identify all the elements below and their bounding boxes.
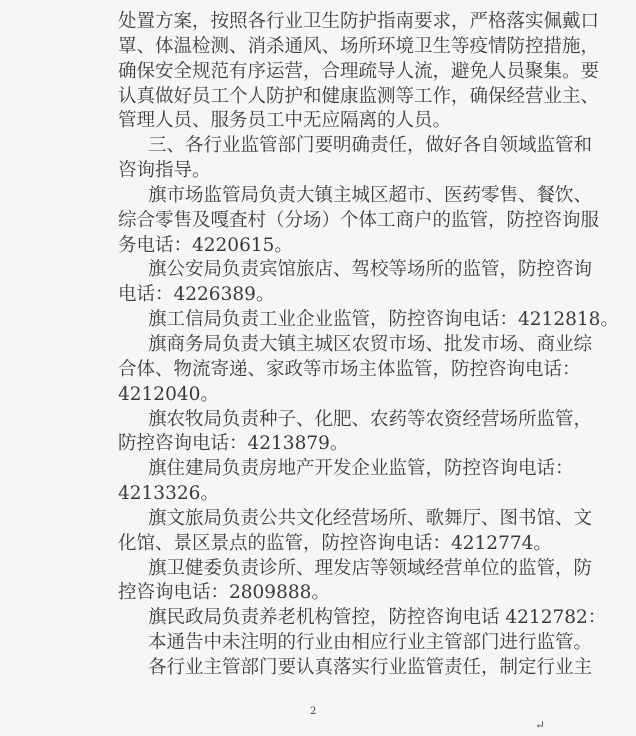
text-line: 罩、体温检测、消杀通风、场所环境卫生等疫情防控措施，: [118, 35, 600, 57]
document-body: [118, 10, 619, 681]
text-line: 旗民政局负责养老机构管控，防控咨询电话 4212782：: [148, 607, 607, 629]
text-line: 电话：4226389。: [118, 284, 275, 306]
text-line: 合体、物流寄递、家政等市场主体监管，防控咨询电话：: [118, 358, 581, 380]
text-line: 旗农牧局负责种子、化肥、农药等农资经营场所监管，: [148, 408, 593, 430]
paragraph: [118, 10, 600, 134]
text-line: 化馆、景区景点的监管，防控咨询电话：4212774。: [118, 532, 552, 554]
text-line: 咨询指导。: [118, 160, 211, 182]
paragraph: [118, 184, 600, 259]
text-line: 旗文旅局负责公共文化经营场所、歌舞厅、图书馆、文: [148, 507, 593, 529]
text-line: 旗卫健委负责诊所、理发店等领域经营单位的监管，防: [148, 557, 593, 579]
paragraph-mark-icon: ↵: [535, 718, 546, 732]
text-line: 4212040。: [118, 383, 219, 405]
text-line: 确保安全规范有序运营，合理疏导人流，避免人员聚集。要: [118, 60, 600, 82]
text-line: 务电话：4220615。: [118, 234, 293, 256]
text-line: 控咨询电话：2809888。: [118, 582, 330, 604]
text-line: 防控咨询电话：4213879。: [118, 433, 349, 455]
paragraph: [118, 557, 593, 607]
text-line: 旗公安局负责宾馆旅店、驾校等场所的监管，防控咨询: [148, 259, 593, 281]
text-line: 处置方案，按照各行业卫生防护指南要求，严格落实佩戴口: [118, 11, 600, 32]
paragraph: [118, 333, 593, 408]
paragraph: [118, 656, 593, 681]
page-number: 2: [310, 706, 317, 717]
paragraph: [118, 606, 607, 631]
paragraph: [118, 308, 619, 333]
text-line: 各行业主管部门要认真落实行业监管责任，制定行业主: [148, 656, 593, 678]
paragraph: [118, 457, 574, 507]
text-line: 管理人员、服务员工中无应隔离的人员。: [118, 110, 452, 132]
paragraph: [118, 134, 593, 184]
paragraph: [118, 631, 593, 656]
text-line: 三、各行业监管部门要明确责任，做好各自领域监管和: [148, 135, 593, 157]
paragraph: [118, 507, 593, 557]
text-line: 旗商务局负责大镇主城区农贸市场、批发市场、商业综: [148, 333, 593, 355]
text-line: 旗工信局负责工业企业监管，防控咨询电话：4212818。: [148, 309, 619, 331]
text-line: 综合零售及嘎査村（分场）个体工商户的监管，防控咨询服: [118, 209, 600, 231]
text-line: 认真做好员工个人防护和健康监测等工作，确保经营业主、: [118, 85, 600, 107]
paragraph: [118, 258, 593, 308]
paragraph: [118, 408, 593, 458]
text-line: 4213326。: [118, 483, 219, 505]
text-line: 旗住建局负责房地产开发企业监管，防控咨询电话：: [148, 458, 574, 480]
text-line: 旗市场监管局负责大镇主城区超市、医药零售、餐饮、: [148, 184, 593, 206]
text-line: 本通告中未注明的行业由相应行业主管部门进行监管。: [148, 632, 593, 654]
